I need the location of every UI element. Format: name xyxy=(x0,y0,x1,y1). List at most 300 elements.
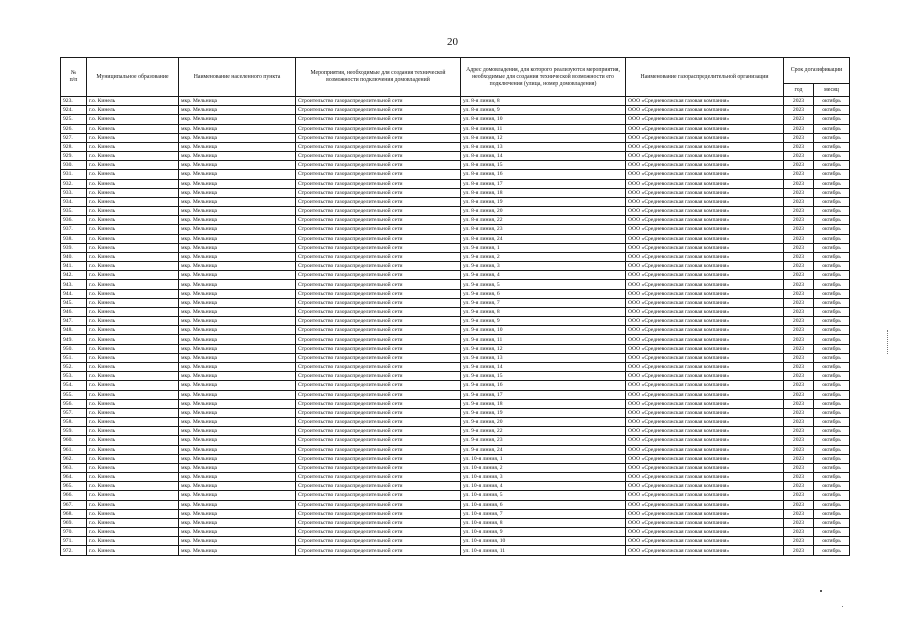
row-number-cell: 965. xyxy=(61,482,87,491)
gdo-cell: ООО «Средневолжская газовая компания» xyxy=(626,124,784,133)
address-cell: ул. 8-я линия, 19 xyxy=(461,197,626,206)
row-number-cell: 971. xyxy=(61,537,87,546)
gdo-cell: ООО «Средневолжская газовая компания» xyxy=(626,225,784,234)
year-cell: 2023 xyxy=(784,106,814,115)
address-cell: ул. 9-я линия, 13 xyxy=(461,353,626,362)
row-number-cell: 951. xyxy=(61,353,87,362)
year-cell: 2023 xyxy=(784,271,814,280)
table-row xyxy=(61,518,850,527)
page-number: 20 xyxy=(447,36,458,48)
month-cell: октябрь xyxy=(814,418,850,427)
month-cell: октябрь xyxy=(814,372,850,381)
address-cell: ул. 9-я линия, 12 xyxy=(461,344,626,353)
scan-artifact xyxy=(820,590,822,592)
row-number-cell: 970. xyxy=(61,528,87,537)
settlement-cell: мкр. Мельница xyxy=(179,509,296,518)
month-cell: октябрь xyxy=(814,262,850,271)
settlement-cell: мкр. Мельница xyxy=(179,106,296,115)
settlement-cell: мкр. Мельница xyxy=(179,344,296,353)
year-cell: 2023 xyxy=(784,491,814,500)
settlement-cell: мкр. Мельница xyxy=(179,454,296,463)
month-cell: октябрь xyxy=(814,152,850,161)
municipality-cell: г.о. Кинель xyxy=(87,289,179,298)
settlement-cell: мкр. Мельница xyxy=(179,381,296,390)
col-header-year: год xyxy=(784,84,814,97)
table-row xyxy=(61,106,850,115)
gdo-cell: ООО «Средневолжская газовая компания» xyxy=(626,262,784,271)
address-cell: ул. 8-я линия, 24 xyxy=(461,234,626,243)
row-number-cell: 960. xyxy=(61,436,87,445)
settlement-cell: мкр. Мельница xyxy=(179,142,296,151)
gdo-cell: ООО «Средневолжская газовая компания» xyxy=(626,106,784,115)
month-cell: октябрь xyxy=(814,509,850,518)
measures-cell: Строительство газораспределительной сети xyxy=(296,344,461,353)
measures-cell: Строительство газораспределительной сети xyxy=(296,427,461,436)
year-cell: 2023 xyxy=(784,436,814,445)
municipality-cell: г.о. Кинель xyxy=(87,537,179,546)
address-cell: ул. 9-я линия, 3 xyxy=(461,262,626,271)
municipality-cell: г.о. Кинель xyxy=(87,225,179,234)
year-cell: 2023 xyxy=(784,500,814,509)
table-row xyxy=(61,97,850,106)
table-row xyxy=(61,262,850,271)
municipality-cell: г.о. Кинель xyxy=(87,216,179,225)
month-cell: октябрь xyxy=(814,326,850,335)
row-number-cell: 929. xyxy=(61,152,87,161)
gdo-cell: ООО «Средневолжская газовая компания» xyxy=(626,307,784,316)
year-cell: 2023 xyxy=(784,289,814,298)
address-cell: ул. 9-я линия, 15 xyxy=(461,372,626,381)
settlement-cell: мкр. Мельница xyxy=(179,491,296,500)
row-number-cell: 949. xyxy=(61,335,87,344)
table-row xyxy=(61,546,850,555)
municipality-cell: г.о. Кинель xyxy=(87,317,179,326)
address-cell: ул. 8-я линия, 15 xyxy=(461,161,626,170)
gdo-cell: ООО «Средневолжская газовая компания» xyxy=(626,326,784,335)
row-number-cell: 935. xyxy=(61,207,87,216)
gdo-cell: ООО «Средневолжская газовая компания» xyxy=(626,170,784,179)
table-row xyxy=(61,234,850,243)
address-cell: ул. 9-я линия, 18 xyxy=(461,399,626,408)
settlement-cell: мкр. Мельница xyxy=(179,234,296,243)
table-row xyxy=(61,528,850,537)
year-cell: 2023 xyxy=(784,362,814,371)
measures-cell: Строительство газораспределительной сети xyxy=(296,225,461,234)
table-row xyxy=(61,418,850,427)
month-cell: октябрь xyxy=(814,335,850,344)
gdo-cell: ООО «Средневолжская газовая компания» xyxy=(626,500,784,509)
row-number-cell: 966. xyxy=(61,491,87,500)
address-cell: ул. 8-я линия, 16 xyxy=(461,170,626,179)
address-cell: ул. 8-я линия, 10 xyxy=(461,115,626,124)
address-cell: ул. 9-я линия, 19 xyxy=(461,408,626,417)
table-row xyxy=(61,170,850,179)
address-cell: ул. 10-я линия, 3 xyxy=(461,473,626,482)
row-number-cell: 954. xyxy=(61,381,87,390)
measures-cell: Строительство газораспределительной сети xyxy=(296,307,461,316)
table-row xyxy=(61,271,850,280)
month-cell: октябрь xyxy=(814,298,850,307)
municipality-cell: г.о. Кинель xyxy=(87,362,179,371)
gasification-table xyxy=(60,57,850,556)
year-cell: 2023 xyxy=(784,427,814,436)
municipality-cell: г.о. Кинель xyxy=(87,491,179,500)
year-cell: 2023 xyxy=(784,528,814,537)
measures-cell: Строительство газораспределительной сети xyxy=(296,197,461,206)
municipality-cell: г.о. Кинель xyxy=(87,142,179,151)
settlement-cell: мкр. Мельница xyxy=(179,463,296,472)
gdo-cell: ООО «Средневолжская газовая компания» xyxy=(626,142,784,151)
measures-cell: Строительство газораспределительной сети xyxy=(296,418,461,427)
municipality-cell: г.о. Кинель xyxy=(87,207,179,216)
gdo-cell: ООО «Средневолжская газовая компания» xyxy=(626,454,784,463)
address-cell: ул. 9-я линия, 1 xyxy=(461,243,626,252)
municipality-cell: г.о. Кинель xyxy=(87,418,179,427)
year-cell: 2023 xyxy=(784,234,814,243)
measures-cell: Строительство газораспределительной сети xyxy=(296,133,461,142)
municipality-cell: г.о. Кинель xyxy=(87,546,179,555)
municipality-cell: г.о. Кинель xyxy=(87,188,179,197)
address-cell: ул. 9-я линия, 24 xyxy=(461,445,626,454)
month-cell: октябрь xyxy=(814,518,850,527)
municipality-cell: г.о. Кинель xyxy=(87,445,179,454)
month-cell: октябрь xyxy=(814,289,850,298)
municipality-cell: г.о. Кинель xyxy=(87,298,179,307)
row-number-cell: 953. xyxy=(61,372,87,381)
gdo-cell: ООО «Средневолжская газовая компания» xyxy=(626,133,784,142)
municipality-cell: г.о. Кинель xyxy=(87,390,179,399)
settlement-cell: мкр. Мельница xyxy=(179,161,296,170)
month-cell: октябрь xyxy=(814,445,850,454)
year-cell: 2023 xyxy=(784,280,814,289)
year-cell: 2023 xyxy=(784,463,814,472)
measures-cell: Строительство газораспределительной сети xyxy=(296,97,461,106)
settlement-cell: мкр. Мельница xyxy=(179,353,296,362)
table-row xyxy=(61,362,850,371)
year-cell: 2023 xyxy=(784,335,814,344)
year-cell: 2023 xyxy=(784,344,814,353)
address-cell: ул. 8-я линия, 23 xyxy=(461,225,626,234)
address-cell: ул. 10-я линия, 6 xyxy=(461,500,626,509)
settlement-cell: мкр. Мельница xyxy=(179,482,296,491)
year-cell: 2023 xyxy=(784,216,814,225)
row-number-cell: 931. xyxy=(61,170,87,179)
row-number-cell: 955. xyxy=(61,390,87,399)
settlement-cell: мкр. Мельница xyxy=(179,115,296,124)
municipality-cell: г.о. Кинель xyxy=(87,509,179,518)
row-number-cell: 958. xyxy=(61,418,87,427)
address-cell: ул. 10-я линия, 4 xyxy=(461,482,626,491)
settlement-cell: мкр. Мельница xyxy=(179,528,296,537)
measures-cell: Строительство газораспределительной сети xyxy=(296,500,461,509)
gdo-cell: ООО «Средневолжская газовая компания» xyxy=(626,271,784,280)
row-number-cell: 938. xyxy=(61,234,87,243)
month-cell: октябрь xyxy=(814,252,850,261)
settlement-cell: мкр. Мельница xyxy=(179,252,296,261)
row-number-cell: 940. xyxy=(61,252,87,261)
gdo-cell: ООО «Средневолжская газовая компания» xyxy=(626,528,784,537)
measures-cell: Строительство газораспределительной сети xyxy=(296,252,461,261)
gdo-cell: ООО «Средневолжская газовая компания» xyxy=(626,473,784,482)
settlement-cell: мкр. Мельница xyxy=(179,418,296,427)
month-cell: октябрь xyxy=(814,106,850,115)
municipality-cell: г.о. Кинель xyxy=(87,399,179,408)
address-cell: ул. 9-я линия, 5 xyxy=(461,280,626,289)
gdo-cell: ООО «Средневолжская газовая компания» xyxy=(626,427,784,436)
measures-cell: Строительство газораспределительной сети xyxy=(296,408,461,417)
year-cell: 2023 xyxy=(784,298,814,307)
year-cell: 2023 xyxy=(784,179,814,188)
year-cell: 2023 xyxy=(784,390,814,399)
year-cell: 2023 xyxy=(784,326,814,335)
year-cell: 2023 xyxy=(784,142,814,151)
row-number-cell: 947. xyxy=(61,317,87,326)
measures-cell: Строительство газораспределительной сети xyxy=(296,546,461,555)
measures-cell: Строительство газораспределительной сети xyxy=(296,289,461,298)
table-row xyxy=(61,353,850,362)
settlement-cell: мкр. Мельница xyxy=(179,188,296,197)
measures-cell: Строительство газораспределительной сети xyxy=(296,473,461,482)
measures-cell: Строительство газораспределительной сети xyxy=(296,509,461,518)
year-cell: 2023 xyxy=(784,152,814,161)
address-cell: ул. 10-я линия, 5 xyxy=(461,491,626,500)
municipality-cell: г.о. Кинель xyxy=(87,262,179,271)
row-number-cell: 956. xyxy=(61,399,87,408)
row-number-cell: 937. xyxy=(61,225,87,234)
row-number-cell: 928. xyxy=(61,142,87,151)
municipality-cell: г.о. Кинель xyxy=(87,243,179,252)
measures-cell: Строительство газораспределительной сети xyxy=(296,124,461,133)
gdo-cell: ООО «Средневолжская газовая компания» xyxy=(626,188,784,197)
row-number-cell: 943. xyxy=(61,280,87,289)
table-row xyxy=(61,344,850,353)
row-number-cell: 923. xyxy=(61,97,87,106)
address-cell: ул. 8-я линия, 12 xyxy=(461,133,626,142)
table-row xyxy=(61,307,850,316)
row-number-cell: 961. xyxy=(61,445,87,454)
address-cell: ул. 9-я линия, 9 xyxy=(461,317,626,326)
month-cell: октябрь xyxy=(814,225,850,234)
table-row xyxy=(61,326,850,335)
address-cell: ул. 9-я линия, 2 xyxy=(461,252,626,261)
measures-cell: Строительство газораспределительной сети xyxy=(296,152,461,161)
col-header-address: Адрес домовладения, для которого реализуются мероприятия, необходимые для создания технической возможности его подключения (улица, номер домовладения) xyxy=(461,58,626,97)
month-cell: октябрь xyxy=(814,115,850,124)
measures-cell: Строительство газораспределительной сети xyxy=(296,207,461,216)
address-cell: ул. 10-я линия, 10 xyxy=(461,537,626,546)
row-number-cell: 952. xyxy=(61,362,87,371)
settlement-cell: мкр. Мельница xyxy=(179,436,296,445)
settlement-cell: мкр. Мельница xyxy=(179,372,296,381)
month-cell: октябрь xyxy=(814,188,850,197)
measures-cell: Строительство газораспределительной сети xyxy=(296,262,461,271)
year-cell: 2023 xyxy=(784,546,814,555)
row-number-cell: 948. xyxy=(61,326,87,335)
municipality-cell: г.о. Кинель xyxy=(87,427,179,436)
month-cell: октябрь xyxy=(814,381,850,390)
year-cell: 2023 xyxy=(784,381,814,390)
year-cell: 2023 xyxy=(784,207,814,216)
gdo-cell: ООО «Средневолжская газовая компания» xyxy=(626,509,784,518)
table-row xyxy=(61,500,850,509)
municipality-cell: г.о. Кинель xyxy=(87,528,179,537)
year-cell: 2023 xyxy=(784,307,814,316)
row-number-cell: 932. xyxy=(61,179,87,188)
month-cell: октябрь xyxy=(814,344,850,353)
gdo-cell: ООО «Средневолжская газовая компания» xyxy=(626,280,784,289)
month-cell: октябрь xyxy=(814,463,850,472)
col-header-gdo: Наименование газораспределительной организации xyxy=(626,58,784,97)
municipality-cell: г.о. Кинель xyxy=(87,197,179,206)
table-row xyxy=(61,225,850,234)
measures-cell: Строительство газораспределительной сети xyxy=(296,482,461,491)
table-row xyxy=(61,216,850,225)
row-number-cell: 959. xyxy=(61,427,87,436)
gdo-cell: ООО «Средневолжская газовая компания» xyxy=(626,381,784,390)
municipality-cell: г.о. Кинель xyxy=(87,106,179,115)
address-cell: ул. 8-я линия, 8 xyxy=(461,97,626,106)
address-cell: ул. 8-я линия, 17 xyxy=(461,179,626,188)
gdo-cell: ООО «Средневолжская газовая компания» xyxy=(626,491,784,500)
table-row xyxy=(61,335,850,344)
municipality-cell: г.о. Кинель xyxy=(87,436,179,445)
address-cell: ул. 9-я линия, 8 xyxy=(461,307,626,316)
gdo-cell: ООО «Средневолжская газовая компания» xyxy=(626,344,784,353)
address-cell: ул. 9-я линия, 7 xyxy=(461,298,626,307)
gdo-cell: ООО «Средневолжская газовая компания» xyxy=(626,179,784,188)
measures-cell: Строительство газораспределительной сети xyxy=(296,317,461,326)
gdo-cell: ООО «Средневолжская газовая компания» xyxy=(626,372,784,381)
row-number-cell: 972. xyxy=(61,546,87,555)
col-header-num-sub: п/п xyxy=(69,77,78,83)
month-cell: октябрь xyxy=(814,197,850,206)
municipality-cell: г.о. Кинель xyxy=(87,518,179,527)
month-cell: октябрь xyxy=(814,491,850,500)
measures-cell: Строительство газораспределительной сети xyxy=(296,528,461,537)
municipality-cell: г.о. Кинель xyxy=(87,271,179,280)
settlement-cell: мкр. Мельница xyxy=(179,271,296,280)
row-number-cell: 941. xyxy=(61,262,87,271)
settlement-cell: мкр. Мельница xyxy=(179,307,296,316)
measures-cell: Строительство газораспределительной сети xyxy=(296,142,461,151)
year-cell: 2023 xyxy=(784,473,814,482)
table-row xyxy=(61,289,850,298)
measures-cell: Строительство газораспределительной сети xyxy=(296,106,461,115)
month-cell: октябрь xyxy=(814,427,850,436)
measures-cell: Строительство газораспределительной сети xyxy=(296,390,461,399)
table-row xyxy=(61,445,850,454)
table-row xyxy=(61,482,850,491)
measures-cell: Строительство газораспределительной сети xyxy=(296,271,461,280)
municipality-cell: г.о. Кинель xyxy=(87,179,179,188)
year-cell: 2023 xyxy=(784,454,814,463)
municipality-cell: г.о. Кинель xyxy=(87,473,179,482)
year-cell: 2023 xyxy=(784,225,814,234)
settlement-cell: мкр. Мельница xyxy=(179,243,296,252)
settlement-cell: мкр. Мельница xyxy=(179,546,296,555)
municipality-cell: г.о. Кинель xyxy=(87,344,179,353)
settlement-cell: мкр. Мельница xyxy=(179,152,296,161)
settlement-cell: мкр. Мельница xyxy=(179,445,296,454)
settlement-cell: мкр. Мельница xyxy=(179,225,296,234)
year-cell: 2023 xyxy=(784,372,814,381)
month-cell: октябрь xyxy=(814,390,850,399)
year-cell: 2023 xyxy=(784,170,814,179)
municipality-cell: г.о. Кинель xyxy=(87,408,179,417)
table-row xyxy=(61,427,850,436)
month-cell: октябрь xyxy=(814,537,850,546)
municipality-cell: г.о. Кинель xyxy=(87,307,179,316)
year-cell: 2023 xyxy=(784,161,814,170)
gdo-cell: ООО «Средневолжская газовая компания» xyxy=(626,399,784,408)
row-number-cell: 969. xyxy=(61,518,87,527)
year-cell: 2023 xyxy=(784,252,814,261)
measures-cell: Строительство газораспределительной сети xyxy=(296,454,461,463)
settlement-cell: мкр. Мельница xyxy=(179,427,296,436)
settlement-cell: мкр. Мельница xyxy=(179,289,296,298)
settlement-cell: мкр. Мельница xyxy=(179,262,296,271)
gdo-cell: ООО «Средневолжская газовая компания» xyxy=(626,152,784,161)
address-cell: ул. 9-я линия, 4 xyxy=(461,271,626,280)
municipality-cell: г.о. Кинель xyxy=(87,353,179,362)
col-header-settlement: Наименование населенного пункта xyxy=(179,58,296,97)
address-cell: ул. 9-я линия, 16 xyxy=(461,381,626,390)
address-cell: ул. 9-я линия, 20 xyxy=(461,418,626,427)
table-row xyxy=(61,243,850,252)
row-number-cell: 945. xyxy=(61,298,87,307)
scan-artifact xyxy=(842,606,843,607)
settlement-cell: мкр. Мельница xyxy=(179,473,296,482)
row-number-cell: 933. xyxy=(61,188,87,197)
month-cell: октябрь xyxy=(814,408,850,417)
gdo-cell: ООО «Средневолжская газовая компания» xyxy=(626,234,784,243)
measures-cell: Строительство газораспределительной сети xyxy=(296,298,461,307)
table-row xyxy=(61,280,850,289)
col-header-num xyxy=(61,58,87,97)
measures-cell: Строительство газораспределительной сети xyxy=(296,436,461,445)
year-cell: 2023 xyxy=(784,124,814,133)
table-row xyxy=(61,142,850,151)
gdo-cell: ООО «Средневолжская газовая компания» xyxy=(626,362,784,371)
settlement-cell: мкр. Мельница xyxy=(179,518,296,527)
address-cell: ул. 8-я линия, 13 xyxy=(461,142,626,151)
table-row xyxy=(61,252,850,261)
row-number-cell: 957. xyxy=(61,408,87,417)
gdo-cell: ООО «Средневолжская газовая компания» xyxy=(626,207,784,216)
year-cell: 2023 xyxy=(784,188,814,197)
gdo-cell: ООО «Средневолжская газовая компания» xyxy=(626,353,784,362)
gdo-cell: ООО «Средневолжская газовая компания» xyxy=(626,317,784,326)
table-row xyxy=(61,298,850,307)
address-cell: ул. 9-я линия, 10 xyxy=(461,326,626,335)
row-number-cell: 927. xyxy=(61,133,87,142)
year-cell: 2023 xyxy=(784,353,814,362)
year-cell: 2023 xyxy=(784,518,814,527)
gdo-cell: ООО «Средневолжская газовая компания» xyxy=(626,537,784,546)
municipality-cell: г.о. Кинель xyxy=(87,335,179,344)
municipality-cell: г.о. Кинель xyxy=(87,133,179,142)
month-cell: октябрь xyxy=(814,207,850,216)
year-cell: 2023 xyxy=(784,133,814,142)
month-cell: октябрь xyxy=(814,271,850,280)
gdo-cell: ООО «Средневолжская газовая компания» xyxy=(626,161,784,170)
month-cell: октябрь xyxy=(814,317,850,326)
year-cell: 2023 xyxy=(784,445,814,454)
year-cell: 2023 xyxy=(784,262,814,271)
settlement-cell: мкр. Мельница xyxy=(179,97,296,106)
municipality-cell: г.о. Кинель xyxy=(87,280,179,289)
year-cell: 2023 xyxy=(784,243,814,252)
